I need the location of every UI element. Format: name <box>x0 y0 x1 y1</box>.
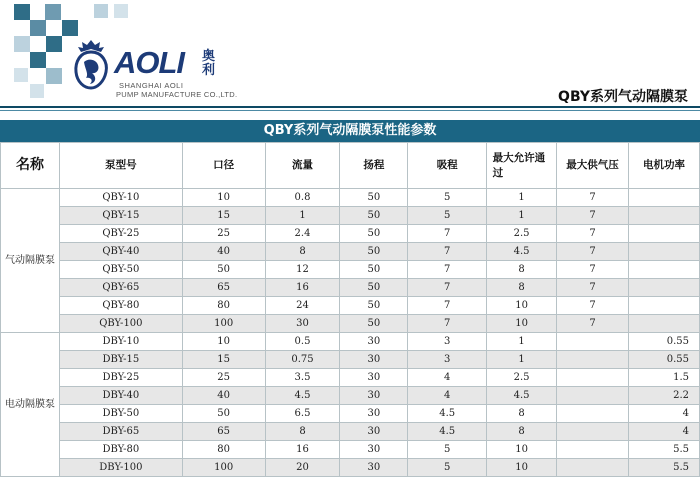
cell-caliber: 80 <box>182 297 265 315</box>
cell-model: QBY-40 <box>59 243 182 261</box>
cell-max-pass: 4.5 <box>487 387 557 405</box>
cell-caliber: 50 <box>182 405 265 423</box>
cell-flow: 16 <box>265 441 340 459</box>
cell-max-pass: 8 <box>487 405 557 423</box>
cell-max-pass: 2.5 <box>487 369 557 387</box>
cell-suction: 5 <box>408 459 487 477</box>
cell-max-air-pressure: 7 <box>557 261 629 279</box>
cell-max-air-pressure <box>557 423 629 441</box>
cell-flow: 16 <box>265 279 340 297</box>
cell-max-pass: 8 <box>487 423 557 441</box>
table-row <box>1 207 700 225</box>
table-row <box>1 261 700 279</box>
header-divider <box>0 106 700 108</box>
cell-head: 50 <box>340 297 408 315</box>
cell-caliber: 50 <box>182 261 265 279</box>
cell-suction: 3 <box>408 333 487 351</box>
cell-model: QBY-80 <box>59 297 182 315</box>
cell-max-pass: 10 <box>487 297 557 315</box>
table-row <box>1 387 700 405</box>
cell-motor-power <box>629 315 700 333</box>
cell-max-pass: 4.5 <box>487 243 557 261</box>
cell-max-air-pressure: 7 <box>557 225 629 243</box>
cell-head: 50 <box>340 225 408 243</box>
cell-caliber: 25 <box>182 225 265 243</box>
table-row <box>1 243 700 261</box>
cell-motor-power <box>629 225 700 243</box>
cell-flow: 0.8 <box>265 189 340 207</box>
cell-caliber: 40 <box>182 387 265 405</box>
cell-flow: 0.75 <box>265 351 340 369</box>
cell-head: 50 <box>340 207 408 225</box>
cell-model: DBY-10 <box>59 333 182 351</box>
cell-flow: 12 <box>265 261 340 279</box>
cell-caliber: 65 <box>182 279 265 297</box>
cell-model: QBY-50 <box>59 261 182 279</box>
cell-suction: 7 <box>408 297 487 315</box>
cell-flow: 20 <box>265 459 340 477</box>
cell-caliber: 40 <box>182 243 265 261</box>
cell-flow: 24 <box>265 297 340 315</box>
cell-caliber: 100 <box>182 459 265 477</box>
cell-flow: 4.5 <box>265 387 340 405</box>
cell-suction: 4.5 <box>408 423 487 441</box>
cell-head: 50 <box>340 279 408 297</box>
cell-suction: 7 <box>408 315 487 333</box>
cell-flow: 30 <box>265 315 340 333</box>
company-name-line1: SHANGHAI AOLI <box>119 81 184 90</box>
cell-suction: 7 <box>408 243 487 261</box>
cell-suction: 7 <box>408 225 487 243</box>
cell-flow: 8 <box>265 423 340 441</box>
cell-max-pass: 8 <box>487 279 557 297</box>
lion-logo-icon <box>70 38 112 90</box>
cell-caliber: 65 <box>182 423 265 441</box>
cell-max-air-pressure: 7 <box>557 297 629 315</box>
column-header-motor-power: 电机功率 <box>629 143 700 189</box>
cell-motor-power: 5.5 <box>629 441 700 459</box>
cell-caliber: 15 <box>182 207 265 225</box>
cell-head: 30 <box>340 441 408 459</box>
cell-max-pass: 10 <box>487 441 557 459</box>
cell-head: 30 <box>340 459 408 477</box>
cell-suction: 7 <box>408 279 487 297</box>
cell-flow: 1 <box>265 207 340 225</box>
cell-max-pass: 10 <box>487 315 557 333</box>
cell-motor-power: 2.2 <box>629 387 700 405</box>
cell-motor-power: 1.5 <box>629 369 700 387</box>
cell-head: 50 <box>340 243 408 261</box>
table-row <box>1 297 700 315</box>
table-row <box>1 459 700 477</box>
cell-max-air-pressure: 7 <box>557 279 629 297</box>
cell-max-air-pressure <box>557 387 629 405</box>
cell-motor-power <box>629 243 700 261</box>
cell-head: 50 <box>340 189 408 207</box>
column-header-caliber: 口径 <box>182 143 265 189</box>
table-row <box>1 405 700 423</box>
cell-suction: 4 <box>408 369 487 387</box>
cell-caliber: 100 <box>182 315 265 333</box>
column-header-head: 扬程 <box>340 143 408 189</box>
cell-suction: 4.5 <box>408 405 487 423</box>
cell-max-air-pressure: 7 <box>557 315 629 333</box>
table-title: QBY系列气动隔膜泵性能参数 <box>0 120 700 142</box>
cell-suction: 5 <box>408 189 487 207</box>
cell-max-air-pressure <box>557 333 629 351</box>
table-row <box>1 189 700 207</box>
column-header-max-pass-text: 最大允许通过 <box>492 151 546 179</box>
column-header-name: 名称 <box>1 143 60 189</box>
table-row <box>1 225 700 243</box>
cell-head: 30 <box>340 369 408 387</box>
cell-motor-power: 4 <box>629 423 700 441</box>
cell-max-pass: 1 <box>487 333 557 351</box>
cell-caliber: 10 <box>182 333 265 351</box>
header-divider-thin <box>0 110 700 111</box>
column-header-max-air-pressure: 最大供气压 <box>557 143 629 189</box>
table-row <box>1 279 700 297</box>
cell-motor-power <box>629 279 700 297</box>
cell-flow: 0.5 <box>265 333 340 351</box>
cell-suction: 5 <box>408 207 487 225</box>
cell-caliber: 25 <box>182 369 265 387</box>
cell-head: 30 <box>340 351 408 369</box>
cell-model: QBY-25 <box>59 225 182 243</box>
cell-motor-power: 4 <box>629 405 700 423</box>
table-row <box>1 441 700 459</box>
cell-model: QBY-100 <box>59 315 182 333</box>
cell-max-air-pressure <box>557 351 629 369</box>
brand-chinese-text: 奥利 <box>202 49 216 78</box>
cell-max-air-pressure <box>557 369 629 387</box>
cell-model: DBY-50 <box>59 405 182 423</box>
cell-motor-power <box>629 297 700 315</box>
cell-max-pass: 8 <box>487 261 557 279</box>
cell-suction: 7 <box>408 261 487 279</box>
column-header-model: 泵型号 <box>59 143 182 189</box>
table-row <box>1 423 700 441</box>
cell-motor-power <box>629 261 700 279</box>
cell-model: DBY-15 <box>59 351 182 369</box>
table-header-row <box>1 143 700 189</box>
column-header-suction: 吸程 <box>408 143 487 189</box>
cell-max-air-pressure: 7 <box>557 189 629 207</box>
cell-max-air-pressure <box>557 441 629 459</box>
brand-logo-text: AOLI <box>114 45 185 80</box>
cell-max-air-pressure: 7 <box>557 207 629 225</box>
table-row <box>1 333 700 351</box>
table-row <box>1 369 700 387</box>
cell-motor-power: 0.55 <box>629 351 700 369</box>
cell-head: 30 <box>340 405 408 423</box>
cell-caliber: 80 <box>182 441 265 459</box>
column-header-max-pass <box>487 143 557 189</box>
cell-max-pass: 1 <box>487 189 557 207</box>
page-title: QBY系列气动隔膜泵 <box>558 89 688 105</box>
cell-motor-power <box>629 189 700 207</box>
cell-caliber: 15 <box>182 351 265 369</box>
cell-max-air-pressure <box>557 459 629 477</box>
cell-model: QBY-65 <box>59 279 182 297</box>
cell-model: QBY-10 <box>59 189 182 207</box>
cell-flow: 8 <box>265 243 340 261</box>
cell-model: DBY-25 <box>59 369 182 387</box>
cell-motor-power: 0.55 <box>629 333 700 351</box>
table-row <box>1 351 700 369</box>
cell-suction: 5 <box>408 441 487 459</box>
group-name-cell: 电动隔膜泵 <box>1 333 60 477</box>
cell-max-pass: 2.5 <box>487 225 557 243</box>
cell-head: 30 <box>340 387 408 405</box>
cell-head: 30 <box>340 333 408 351</box>
cell-max-air-pressure <box>557 405 629 423</box>
page-header <box>0 0 700 106</box>
cell-max-air-pressure: 7 <box>557 243 629 261</box>
cell-model: QBY-15 <box>59 207 182 225</box>
cell-flow: 6.5 <box>265 405 340 423</box>
cell-model: DBY-65 <box>59 423 182 441</box>
cell-caliber: 10 <box>182 189 265 207</box>
cell-max-pass: 1 <box>487 207 557 225</box>
spec-table <box>0 142 700 477</box>
cell-head: 50 <box>340 315 408 333</box>
cell-flow: 3.5 <box>265 369 340 387</box>
cell-model: DBY-40 <box>59 387 182 405</box>
group-name-cell: 气动隔膜泵 <box>1 189 60 333</box>
cell-model: DBY-80 <box>59 441 182 459</box>
cell-flow: 2.4 <box>265 225 340 243</box>
cell-motor-power: 5.5 <box>629 459 700 477</box>
cell-head: 30 <box>340 423 408 441</box>
cell-model: DBY-100 <box>59 459 182 477</box>
cell-suction: 4 <box>408 387 487 405</box>
table-row <box>1 315 700 333</box>
cell-motor-power <box>629 207 700 225</box>
cell-head: 50 <box>340 261 408 279</box>
cell-suction: 3 <box>408 351 487 369</box>
company-name-line2: PUMP MANUFACTURE CO.,LTD. <box>116 90 238 99</box>
cell-max-pass: 1 <box>487 351 557 369</box>
cell-max-pass: 10 <box>487 459 557 477</box>
column-header-flow: 流量 <box>265 143 340 189</box>
